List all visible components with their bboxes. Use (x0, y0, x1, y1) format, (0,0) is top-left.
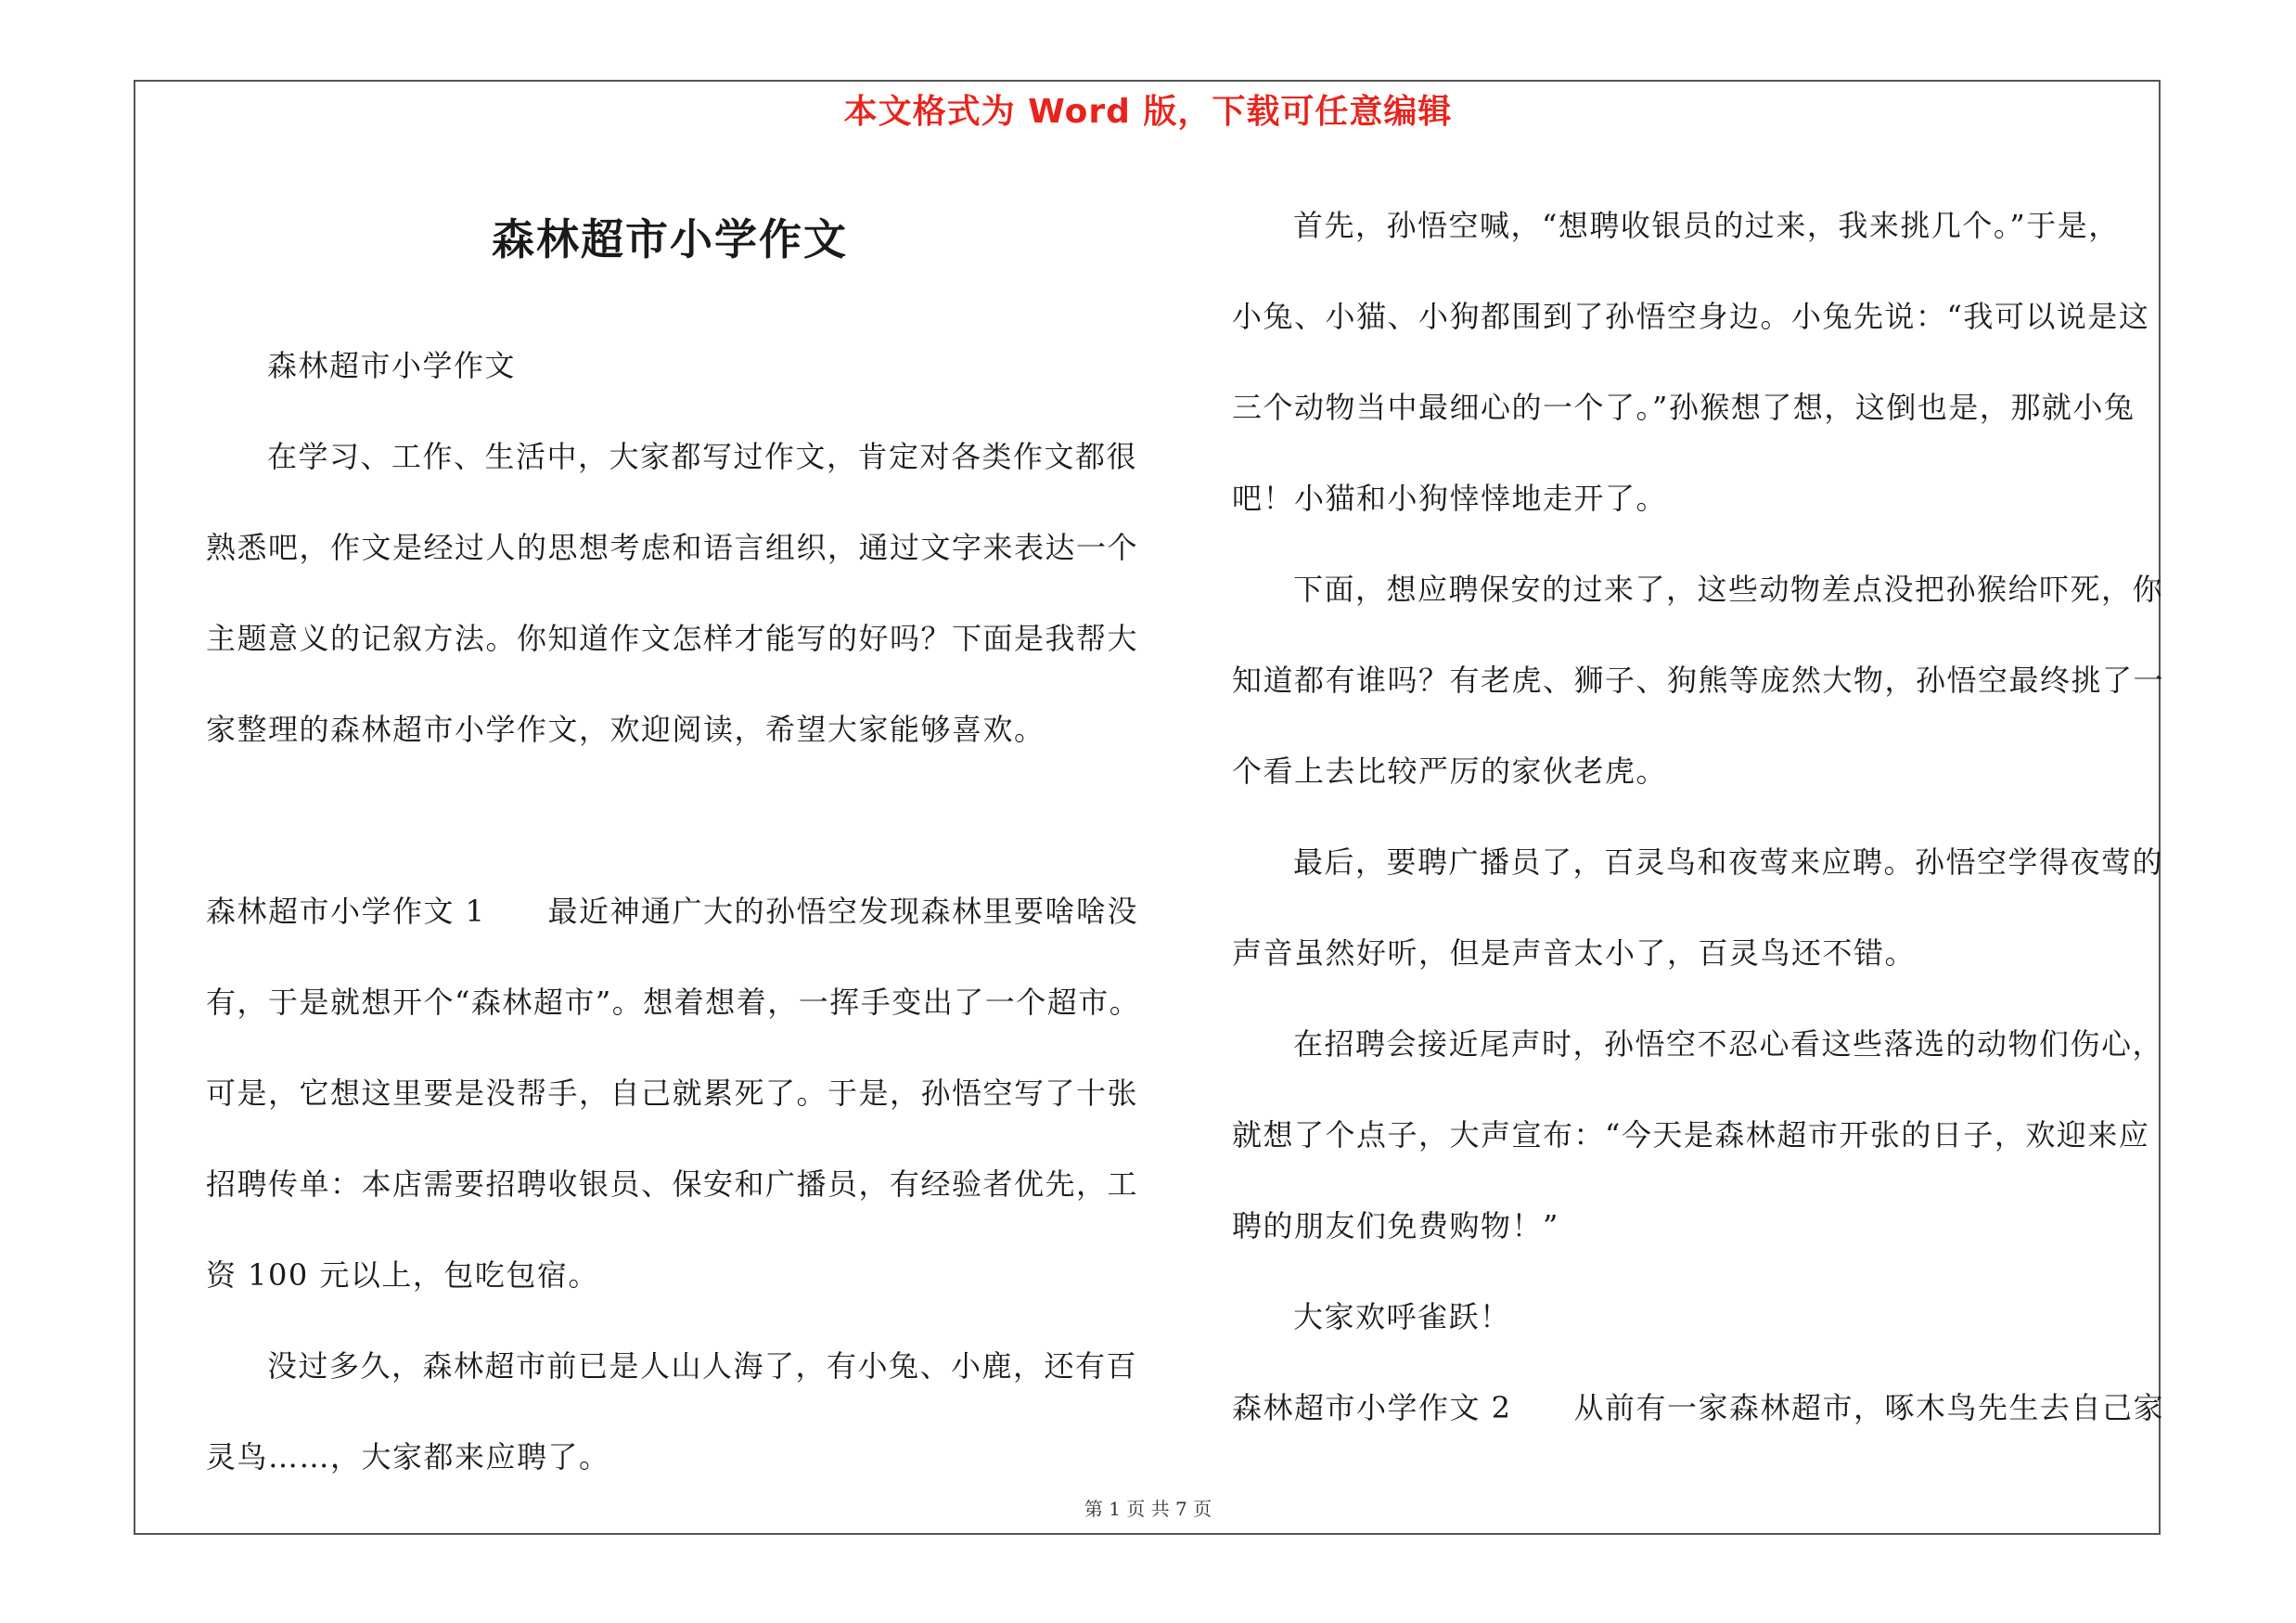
text-line: 首先，孙悟空喊，“想聘收银员的过来，我来挑几个。”于是， (1293, 208, 2120, 243)
text-line: 有，于是就想开个“森林超市”。想着想着，一挥手变出了一个超市。 (206, 985, 1141, 1020)
text-line: 下面，想应聘保安的过来了，这些动物差点没把孙猴给吓死，你 (1293, 572, 2164, 607)
right-column (1232, 180, 2165, 1453)
text-line: 三个动物当中最细心的一个了。”孙猴想了想，这倒也是，那就小兔 (1232, 390, 2136, 425)
text-line: 大家欢呼雀跃！ (1293, 1299, 1511, 1334)
text-line: 招聘传单：本店需要招聘收银员、保安和广播员，有经验者优先，工 (206, 1166, 1139, 1202)
text-line: 没过多久，森林超市前已是人山人海了，有小兔、小鹿，还有百 (267, 1348, 1138, 1384)
text-line: 家整理的森林超市小学作文，欢迎阅读，希望大家能够喜欢。 (206, 712, 1045, 747)
text-line: 森林超市小学作文 (267, 348, 517, 383)
text-line: 森林超市小学作文 1 最近神通广大的孙悟空发现森林里要啥啥没 (206, 894, 1139, 929)
text-line: 森林超市小学作文 2 从前有一家森林超市，啄木鸟先生去自己家 (1232, 1390, 2165, 1425)
text-line: 吧！小猫和小狗悻悻地走开了。 (1232, 481, 1668, 516)
text-line: 聘的朋友们免费购物！” (1232, 1208, 1559, 1243)
text-line: 知道都有谁吗？有老虎、狮子、狗熊等庞然大物，孙悟空最终挑了一 (1232, 663, 2165, 698)
text-line: 小兔、小猫、小狗都围到了孙悟空身边。小兔先说：“我可以说是这 (1232, 299, 2150, 334)
text-line: 主题意义的记叙方法。你知道作文怎样才能写的好吗？下面是我帮大 (206, 621, 1139, 656)
text-line: 在招聘会接近尾声时，孙悟空不忍心看这些落选的动物们伤心， (1293, 1026, 2164, 1062)
paragraph-gap (206, 775, 1124, 866)
text-line: 灵鸟……，大家都来应聘了。 (206, 1439, 610, 1475)
text-line: 熟悉吧，作文是经过人的思想考虑和语言组织，通过文字来表达一个 (206, 530, 1139, 565)
text-line: 可是，它想这里要是没帮手，自己就累死了。于是，孙悟空写了十张 (206, 1076, 1139, 1111)
text-line: 个看上去比较严厉的家伙老虎。 (1232, 754, 1668, 789)
text-line: 在学习、工作、生活中，大家都写过作文，肯定对各类作文都很 (267, 439, 1138, 474)
text-line: 最后，要聘广播员了，百灵鸟和夜莺来应聘。孙悟空学得夜莺的 (1293, 844, 2164, 880)
text-line: 声音虽然好听，但是声音太小了，百灵鸟还不错。 (1232, 935, 1917, 971)
text-line: 就想了个点子，大声宣布：“今天是森林超市开张的日子，欢迎来应 (1232, 1117, 2150, 1153)
document-title: 森林超市小学作文 (492, 214, 848, 264)
left-column (206, 320, 1141, 1502)
page-number-footer: 第 1 页 共 7 页 (1084, 1498, 1212, 1520)
text-line: 资 100 元以上，包吃包宿。 (206, 1257, 599, 1293)
format-banner: 本文格式为 Word 版，下载可任意编辑 (843, 93, 1453, 131)
